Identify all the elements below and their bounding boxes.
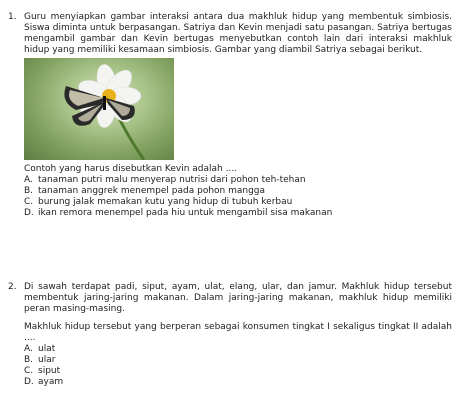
question-number: 2. [8,282,17,292]
option-text: siput [38,366,61,376]
option-a[interactable] [24,175,452,186]
answer-options [24,344,452,388]
option-text: ayam [38,377,64,387]
question-paragraph: Di sawah terdapat padi, siput, ayam, ulat, elang, ular, dan jamur. Makhluk hidup tersebut membentuk jaring-jaring makanan. Dalam jaring-jaring makanan, makhluk hidup memiliki peran masing-masing. [24,282,452,314]
question-2 [8,282,452,388]
option-c[interactable] [24,366,452,377]
option-letter: B. [24,355,34,365]
option-d[interactable] [24,377,452,388]
question-number: 1. [8,12,17,22]
answer-options [24,175,452,219]
option-letter: D. [24,377,34,387]
option-letter: D. [24,208,34,218]
option-letter: C. [24,366,34,376]
butterfly-on-flower-image [24,58,174,160]
option-text: tanaman putri malu menyerap nutrisi dari pohon teh-tehan [38,175,306,185]
option-letter: A. [24,175,33,185]
option-text: ikan remora menempel pada hiu untuk mengambil sisa makanan [38,208,333,218]
option-b[interactable] [24,355,452,366]
option-text: burung jalak memakan kutu yang hidup di tubuh kerbau [38,197,293,207]
option-letter: B. [24,186,34,196]
option-text: ular [38,355,56,365]
question-prompt: Contoh yang harus disebutkan Kevin adalah .... [24,164,238,174]
question-1 [8,12,452,219]
option-letter: A. [24,344,33,354]
option-a[interactable] [24,344,452,355]
option-letter: C. [24,197,34,207]
option-text: ulat [38,344,56,354]
question-prompt: Makhluk hidup tersebut yang berperan sebagai konsumen tingkat I sekaligus tingkat II adalah .... [24,322,452,343]
question-paragraph: Guru menyiapkan gambar interaksi antara dua makhluk hidup yang membentuk simbiosis. Siswa diminta untuk berpasangan. Satriya dan Kevin menjadi satu pasangan. Satriya bertugas mengambil gambar dan Kevin bertugas menyebutkan contoh lain dari interaksi makhluk hidup yang memiliki kesamaan simbiosis. Gambar yang diambil Satriya sebagai berikut. [24,12,452,55]
option-d[interactable] [24,208,452,219]
option-text: tanaman anggrek menempel pada pohon mangga [38,186,266,196]
option-c[interactable] [24,197,452,208]
option-b[interactable] [24,186,452,197]
